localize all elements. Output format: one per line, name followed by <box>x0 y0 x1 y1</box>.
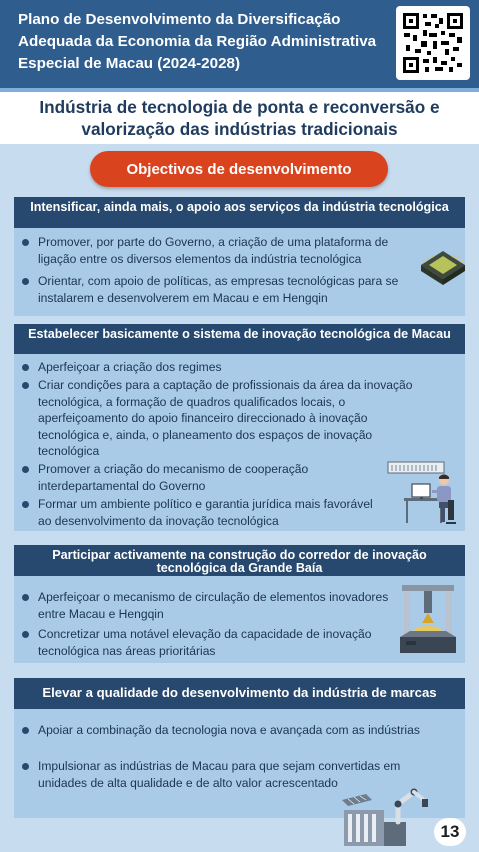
bullet-icon <box>22 727 29 734</box>
objectives-label: Objectivos de desenvolvimento <box>90 151 388 187</box>
bullet-icon <box>22 382 29 389</box>
robot-arm-factory-icon <box>336 782 436 848</box>
list-item-text: Apoiar a combinação da tecnologia nova e avançada com as indústrias <box>38 723 420 737</box>
section-heading: Estabelecer basicamente o sistema de inovação tecnológica de Macau <box>14 324 465 354</box>
section-heading: Participar activamente na construção do corredor de inovação tecnológica da Grande Baía <box>14 545 465 576</box>
list-item-text: Criar condições para a captação de profissionais da área da inovação tecnológica, a formação de quadros qualificados locais, o aperfeiçoamento do apoio financeiro direccionado à inovação tecnológica e, ainda, o planeamento dos espaços de inovação tecnológica <box>38 378 413 458</box>
list-item-text: Aperfeiçoar a criação dos regimes <box>38 360 222 374</box>
section-body <box>14 228 465 316</box>
qr-code-icon[interactable] <box>396 6 470 80</box>
bullet-icon <box>22 501 29 508</box>
section-greater-bay-corridor <box>14 545 465 663</box>
section-heading: Elevar a qualidade do desenvolvimento da indústria de marcas <box>14 678 465 709</box>
subtitle-band <box>0 92 479 144</box>
list-item-text: Concretizar uma notável elevação da capacidade de inovação tecnológica nas áreas prioritárias <box>38 627 372 658</box>
bullet-icon <box>22 763 29 770</box>
microchip-icon <box>418 245 468 291</box>
page-header <box>0 0 479 88</box>
bullet-icon <box>22 239 29 246</box>
header-title: Plano de Desenvolvimento da Diversificação Adequada da Economia da Região Administrativa Especial de Macau (2024-2028) <box>18 11 377 72</box>
section-tech-services <box>14 197 465 316</box>
bullet-icon <box>22 631 29 638</box>
bullet-icon <box>22 364 29 371</box>
section-innovation-system <box>14 324 465 531</box>
list-item-text: Aperfeiçoar o mecanismo de circulação de elementos inovadores entre Macau e Hengqin <box>38 590 389 621</box>
list-item-text: Promover a criação do mecanismo de cooperação interdepartamental do Governo <box>38 462 309 493</box>
list-item-text: Orientar, com apoio de políticas, as empresas tecnológicas para se instalarem e desenvolverem em Macau e em Hengqin <box>38 274 399 305</box>
list-item-text: Impulsionar as indústrias de Macau para que sejam convertidas em unidades de alta qualidade e de alto valor acrescentado <box>38 759 401 790</box>
bullet-icon <box>22 278 29 285</box>
office-worker-icon <box>386 458 462 528</box>
bullet-icon <box>22 594 29 601</box>
list-item-text: Formar um ambiente político e garantia jurídica mais favorável ao desenvolvimento da inovação tecnológica <box>38 497 373 528</box>
page-number: 13 <box>434 818 466 846</box>
lab-machine-icon <box>396 581 460 659</box>
page-subtitle: Indústria de tecnologia de ponta e reconversão e valorização das indústrias tradicionais <box>39 97 440 139</box>
section-heading: Intensificar, ainda mais, o apoio aos serviços da indústria tecnológica <box>14 197 465 228</box>
bullet-icon <box>22 466 29 473</box>
list-item-text: Promover, por parte do Governo, a criação de uma plataforma de ligação entre os diversos elementos da indústria tecnológica <box>38 235 389 266</box>
